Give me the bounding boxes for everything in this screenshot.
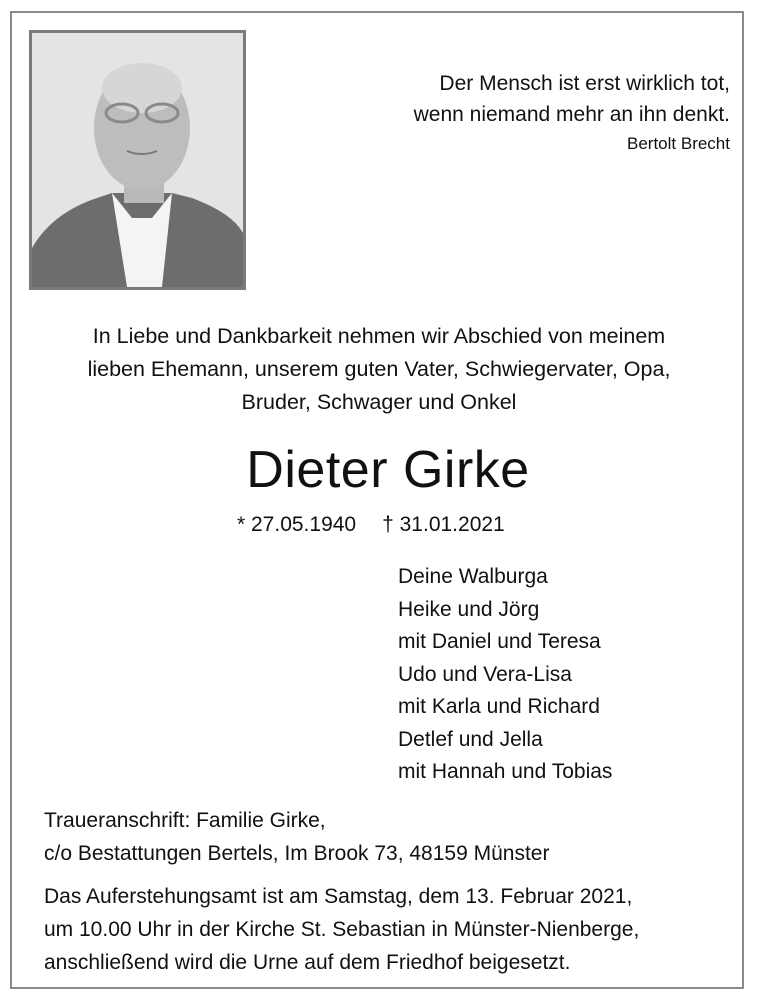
service-info: [44, 880, 639, 979]
service-line: anschließend wird die Urne auf dem Friedhof beigesetzt.: [44, 951, 571, 974]
family-member: Heike und Jörg: [398, 597, 540, 621]
intro-line: lieben Ehemann, unserem guten Vater, Schwiegervater, Opa,: [87, 357, 671, 381]
quote-line: Der Mensch ist erst wirklich tot,: [439, 72, 730, 95]
address-line: c/o Bestattungen Bertels, Im Brook 73, 48159 Münster: [44, 842, 550, 865]
quote-block: [414, 68, 730, 156]
family-list: [398, 561, 612, 789]
intro-text: [20, 320, 738, 419]
death-date: † 31.01.2021: [382, 513, 505, 536]
service-line: Das Auferstehungsamt ist am Samstag, dem 13. Februar 2021,: [44, 885, 633, 908]
family-member: Udo und Vera-Lisa: [398, 662, 572, 686]
mourning-address: [44, 804, 549, 870]
service-line: um 10.00 Uhr in der Kirche St. Sebastian in Münster-Nienberge,: [44, 918, 640, 941]
intro-line: In Liebe und Dankbarkeit nehmen wir Abschied von meinem: [92, 324, 666, 348]
family-member: mit Karla und Richard: [398, 695, 600, 718]
family-member: Detlef und Jella: [398, 727, 543, 751]
birth-date: * 27.05.1940: [237, 513, 357, 536]
quote-line: wenn niemand mehr an ihn denkt.: [413, 103, 730, 126]
quote-author: Bertolt Brecht: [627, 134, 730, 153]
life-dates: [237, 510, 505, 540]
portrait-image: [32, 33, 243, 287]
family-member: mit Hannah und Tobias: [398, 760, 613, 783]
portrait-photo: [29, 30, 246, 290]
family-member: mit Daniel und Teresa: [398, 630, 601, 653]
intro-line: Bruder, Schwager und Onkel: [241, 390, 517, 414]
family-member: Deine Walburga: [398, 565, 548, 588]
address-line: Traueranschrift: Familie Girke,: [44, 809, 326, 832]
deceased-name: Dieter Girke: [246, 441, 530, 499]
